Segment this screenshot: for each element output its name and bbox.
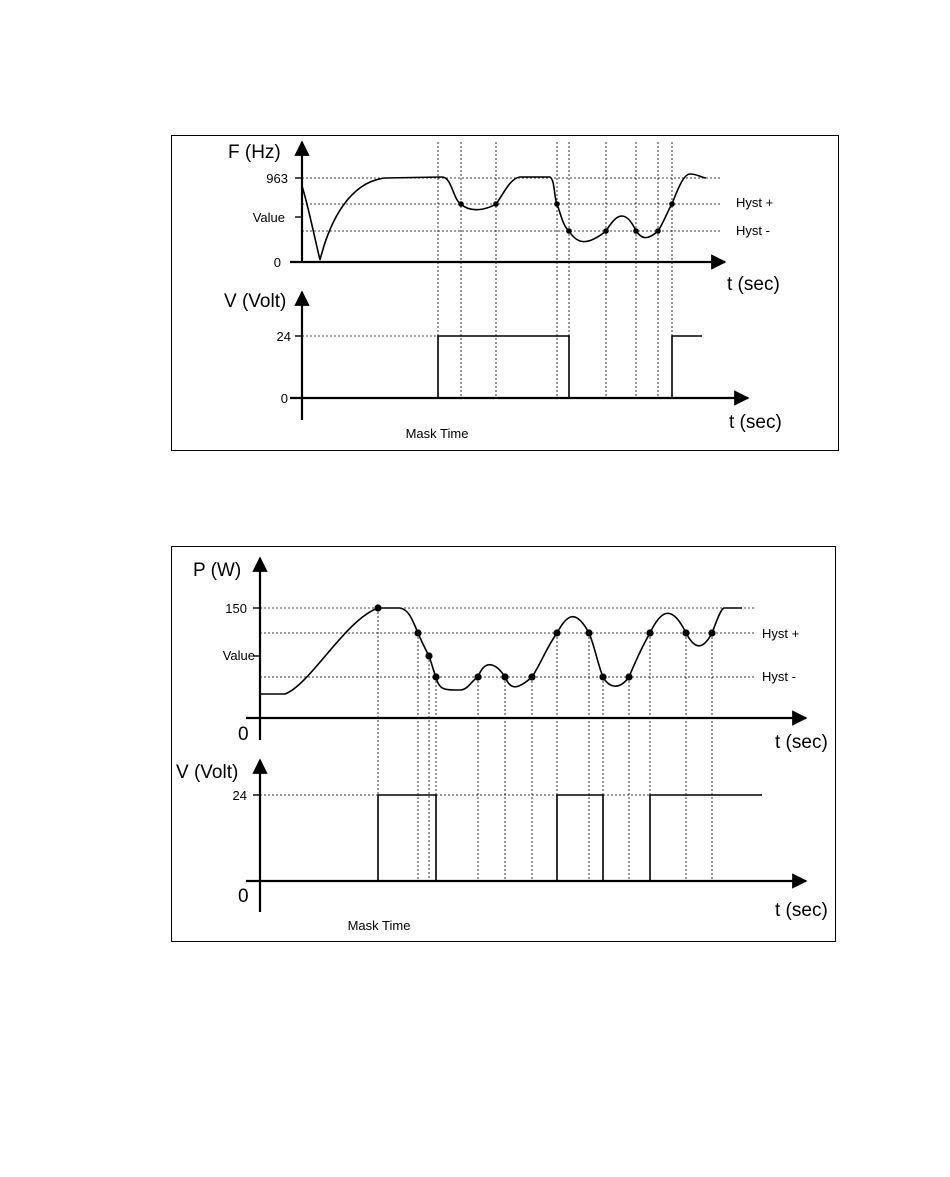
power-time-axis-label-lower: t (sec) <box>775 900 828 921</box>
power-time-axis-label: t (sec) <box>775 732 828 753</box>
freq-mask-time-label: Mask Time <box>405 426 469 441</box>
freq-time-axis-label-lower: t (sec) <box>729 412 782 433</box>
freq-hyst-plus-label: Hyst + <box>736 195 774 210</box>
power-curve <box>260 608 742 694</box>
freq-tick-zero: 0 <box>273 255 281 270</box>
power-tick-value: Value <box>222 648 255 663</box>
power-origin-zero: 0 <box>238 724 249 745</box>
power-tick-150: 150 <box>225 601 247 616</box>
power-crossing-points <box>374 604 715 680</box>
freq-volt-tick-zero: 0 <box>280 391 288 406</box>
freq-tick-963: 963 <box>266 171 288 186</box>
freq-axis-label: F (Hz) <box>228 142 281 163</box>
power-hyst-minus-label: Hyst - <box>762 669 796 684</box>
freq-time-axis-label: t (sec) <box>727 274 780 295</box>
power-axis-label: P (W) <box>193 560 242 581</box>
freq-tick-value: Value <box>252 210 285 225</box>
power-volt-origin-zero: 0 <box>238 886 249 907</box>
freq-hyst-minus-label: Hyst - <box>736 223 770 238</box>
power-output-pulse <box>260 795 762 881</box>
freq-volt-axis-label: V (Volt) <box>224 291 287 312</box>
power-mask-time-label: Mask Time <box>347 918 411 933</box>
power-guide-lines <box>260 608 755 881</box>
power-hyst-plus-label: Hyst + <box>762 626 800 641</box>
freq-volt-tick-24: 24 <box>276 329 291 344</box>
power-volt-tick-24: 24 <box>232 788 247 803</box>
power-volt-axis-label: V (Volt) <box>176 762 239 783</box>
